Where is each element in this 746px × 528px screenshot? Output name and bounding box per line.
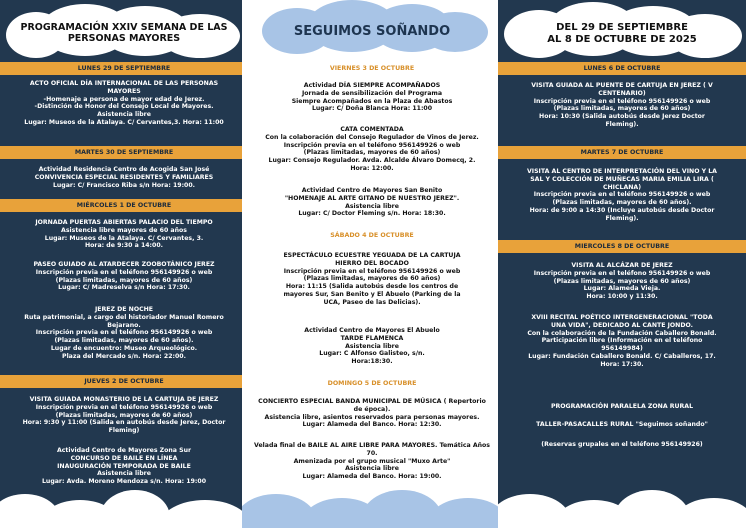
right-panel	[498, 0, 746, 528]
middle-panel	[242, 0, 502, 528]
day-header: LUNES 6 DE OCTUBRE	[498, 62, 746, 75]
rural-heading: PROGRAMACIÓN PARALELA ZONA RURAL	[550, 403, 694, 410]
day-header: MARTES 30 DE SEPTIEMBRE	[0, 146, 248, 159]
event-block: ESPECTÁCULO ECUESTRE YEGUADA DE LA CARTUJA HIERRO DEL BOCADO Inscripción previa en el teléfono 956149926 o web (Plazas limitadas, mayores de 60 años) Hora: 11:15 (Salida autobús desde los centros de mayores Sur, San Benito y El Abuelo (Parking de la UCA, Paseo de las Delicias).	[283, 252, 461, 306]
cloud-decoration	[160, 500, 248, 528]
event-block: VISITA GUIADA AL PUENTE DE CARTUJA EN JEREZ ( V CENTENARIO) Inscripción previa en el teléfono 956149926 o web (Plazas limitadas, mayores de 60 años) Hora: 10:30 (Salida autobús desde Jerez Doctor Fleming).	[531, 82, 713, 128]
event-block: VISITA AL CENTRO DE INTERPRETACIÓN DEL VINO Y LA SAL Y COLECCIÓN DE MUÑECAS MARIA EMILIA LIRA ( CHICLANA) Inscripción previa en el teléfono 956149926 o web (Plazas limitadas, mayores de 60 años). Hora: de 9:00 a 14:30 (Incluye autobús desde Doctor Fleming).	[527, 168, 717, 222]
event-block: Actividad Centro de Mayores San Benito "HOMENAJE AL ARTE GITANO DE NUESTRO JEREZ". Asistencia libre Lugar: C/ Doctor Fleming s/n. Hora: 18:30.	[284, 187, 460, 218]
day-header: MARTES 7 DE OCTUBRE	[498, 146, 746, 159]
event-block: CONCIERTO ESPECIAL BANDA MUNICIPAL DE MÚSICA ( Repertorio de época). Asistencia libre, asientos reservados para personas mayores. Lugar: Alameda del Banco. Hora: 12:30.	[258, 398, 486, 429]
day-header: SÁBADO 4 DE OCTUBRE	[330, 232, 414, 239]
day-header: LUNES 29 DE SEPTIEMBRE	[0, 62, 248, 75]
event-block: CATA COMENTADA Con la colaboración del Consejo Regulador de Vinos de Jerez. Inscripción previa en el teléfono 956149926 o web (Plazas limitadas, mayores de 60 años) Lugar: Consejo Regulador. Avda. Alcalde Álvaro Domecq, 2. Hora: 12:00.	[265, 126, 479, 172]
left-title: PROGRAMACIÓN XXIV SEMANA DE LAS PERSONAS MAYORES	[20, 22, 228, 44]
day-header: VIERNES 3 DE OCTUBRE	[329, 65, 415, 72]
right-title: DEL 29 DE SEPTIEMBRE AL 8 DE OCTUBRE DE 2025	[547, 22, 697, 45]
event-block: Velada final de BAILE AL AIRE LIBRE PARA MAYORES. Temática Años 70. Amenizada por el grupo musical "Muxo Arte" Asistencia libre Lugar: Alameda del Banco. Hora: 19:00.	[254, 442, 490, 481]
rural-reservations: (Reservas grupales en el teléfono 956149926)	[541, 441, 703, 448]
day-header: MIÉRCOLES 1 DE OCTUBRE	[0, 199, 248, 212]
event-block: Actividad Centro de Mayores Zona Sur CONCURSO DE BAILE EN LÍNEA INAUGURACIÓN TEMPORADA DE BAILE Asistencia libre Lugar: Avda. Moreno Mendoza s/n. Hora: 19:00	[41, 447, 206, 486]
event-block: XVIII RECITAL POÉTICO INTERGENERACIONAL "TODA UNA VIDA", DEDICADO AL CANTE JONDO. Con la colaboración de la Fundación Caballero Bonald. Participación libre (Información en el teléfono 956149984) Lugar: Fundación Caballero Bonald. C/ Caballeros, 17. Hora: 17:30.	[527, 314, 717, 368]
event-block: Actividad Centro de Mayores El Abuelo TARDE FLAMENCA Asistencia libre Lugar: C Alfonso Galisteo, s/n. Hora:18:30.	[304, 327, 440, 366]
event-block: VISITA GUIADA MONASTERIO DE LA CARTUJA DE JEREZ Inscripción previa en el teléfono 956149926 o web (Plazas limitadas, mayores de 60 años) Hora: 9:30 y 11:00 (Salida en autobús desde Jerez, Doctor Fleming)	[22, 396, 226, 435]
event-block: Actividad Residencia Centro de Acogida San José CONVIVENCIA ESPECIAL RESIDENTES Y FAMILIARES Lugar: C/ Francisco Riba s/n Hora: 19:00.	[34, 166, 214, 189]
event-block: PASEO GUIADO AL ATARDECER ZOOBOTÁNICO JEREZ Inscripción previa en el teléfono 956149926 o web (Plazas limitadas, mayores de 60 años) Lugar: C/ Madreselva s/n Hora: 17:30.	[33, 261, 215, 292]
middle-title: SEGUIMOS SOÑANDO	[293, 24, 451, 39]
day-header: JUEVES 2 DE OCTUBRE	[0, 375, 248, 388]
cloud-decoration	[674, 498, 746, 528]
event-block: JEREZ DE NOCHE Ruta patrimonial, a cargo del historiador Manuel Romero Bejarano. Inscripción previa en el teléfono 956149926 o web (Plazas limitadas, mayores de 60 años). Lugar de encuentro: Museo Arqueológico. Plaza del Mercado s/n. Hora: 22:00.	[24, 306, 224, 360]
rural-workshop: TALLER-PASACALLES RURAL "Seguimos soñando"	[536, 421, 708, 428]
event-block: JORNADA PUERTAS ABIERTAS PALACIO DEL TIEMPO Asistencia libre mayores de 60 años Lugar: Museos de la Atalaya. C/ Cervantes, 3. Hora: de 9:30 a 14:00.	[35, 219, 213, 250]
cloud-decoration	[428, 498, 502, 528]
event-block: Actividad DÍA SIEMPRE ACOMPAÑADOS Jornada de sensibilización del Programa Siempre Acompañados en la Plaza de Abastos Lugar: C/ Doña Blanca Hora: 11:00	[291, 82, 453, 113]
day-header: MIERCOLES 8 DE OCTUBRE	[498, 240, 746, 253]
left-panel	[0, 0, 248, 528]
day-header: DOMINGO 5 DE OCTUBRE	[327, 380, 417, 387]
event-block: ACTO OFICIAL DÍA INTERNACIONAL DE LAS PERSONAS MAYORES -Homenaje a persona de mayor edad de Jerez. -Distinción de Honor del Consejo Local de Mayores. Asistencia libre Lugar: Museos de la Atalaya. C/ Cervantes,3. Hora: 11:00	[24, 80, 224, 126]
event-block: VISITA AL ALCÁZAR DE JEREZ Inscripción previa en el teléfono 956149926 o web (Plazas limitadas, mayores de 60 años) Lugar: Alameda Vieja. Hora: 10:00 y 11:30.	[533, 262, 711, 301]
